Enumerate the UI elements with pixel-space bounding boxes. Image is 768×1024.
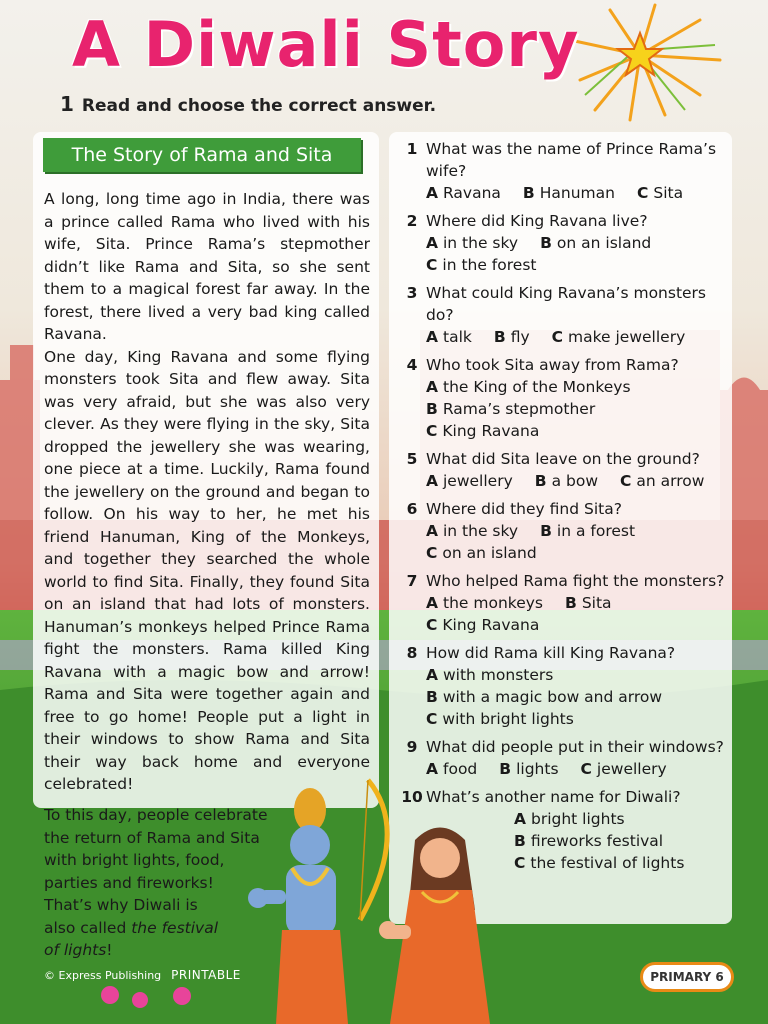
- question-body: [426, 282, 728, 348]
- question-number: 3: [406, 284, 418, 302]
- question-body: [426, 138, 728, 204]
- option-letter: A: [426, 184, 438, 202]
- option-text: make jewellery: [568, 328, 686, 346]
- options-row: [426, 614, 728, 636]
- option-text: the festival of lights: [530, 854, 685, 872]
- option-letter: A: [426, 760, 438, 778]
- option-letter: C: [636, 184, 649, 202]
- option-text: in a forest: [556, 522, 636, 540]
- answer-option[interactable]: [540, 234, 651, 252]
- answer-option[interactable]: [426, 422, 539, 440]
- question-text: How did Rama kill King Ravana?: [426, 644, 676, 662]
- option-letter: C: [514, 854, 526, 872]
- question-item: [398, 498, 728, 564]
- answer-option[interactable]: [426, 472, 513, 490]
- story-line: the return of Rama and Sita: [44, 828, 260, 847]
- answer-option[interactable]: [426, 616, 539, 634]
- question-number: 4: [406, 356, 418, 374]
- question-body: [426, 642, 728, 730]
- answer-option[interactable]: [426, 328, 472, 346]
- copyright: © Express Publishing: [44, 969, 162, 982]
- options-row: [426, 542, 728, 564]
- option-letter: A: [426, 234, 438, 252]
- answer-option[interactable]: [514, 854, 684, 872]
- answer-option[interactable]: [426, 688, 662, 706]
- answer-option[interactable]: [552, 328, 686, 346]
- option-text: on an island: [442, 544, 537, 562]
- question-number: 7: [406, 572, 418, 590]
- question-text: Where did they find Sita?: [426, 500, 622, 518]
- option-text: Rama’s stepmother: [442, 400, 596, 418]
- story-paragraph: A long, long time ago in India, there was a prince called Rama who lived with his wife, Sita. Prince Rama’s stepmother didn’t like Rama and Sita, so she sent them to a magical forest far away. In the forest, there lived a very bad king called Ravana.: [44, 190, 370, 343]
- question-number: 10: [401, 788, 423, 806]
- question-text: Where did King Ravana live?: [426, 212, 648, 230]
- option-letter: B: [493, 328, 506, 346]
- option-text: Ravana: [443, 184, 501, 202]
- option-text: with monsters: [443, 666, 554, 684]
- answer-option[interactable]: [426, 400, 595, 418]
- level-badge: PRIMARY 6: [640, 962, 734, 992]
- question-text: What’s another name for Diwali?: [426, 788, 681, 806]
- question-item: [398, 570, 728, 636]
- instruction: [60, 92, 436, 116]
- question-item: [398, 448, 728, 492]
- options-row: [426, 182, 728, 204]
- answer-option[interactable]: [426, 666, 553, 684]
- option-letter: B: [540, 234, 552, 252]
- question-item: [398, 138, 728, 204]
- answer-option[interactable]: [426, 184, 501, 202]
- story-heading: The Story of Rama and Sita: [43, 138, 361, 172]
- options-row: [426, 420, 728, 442]
- question-text: What could King Ravana’s monsters do?: [426, 284, 707, 324]
- festival-italic: the festival: [131, 918, 219, 937]
- options-row: [426, 592, 728, 614]
- option-text: talk: [443, 328, 472, 346]
- option-letter: A: [426, 666, 438, 684]
- answer-option[interactable]: [637, 184, 683, 202]
- question-text: Who took Sita away from Rama?: [426, 356, 679, 374]
- story-line: with bright lights, food,: [44, 851, 225, 869]
- option-letter: B: [534, 472, 547, 490]
- story-line-prefix: also called: [44, 918, 132, 937]
- option-text: bright lights: [531, 810, 625, 828]
- option-letter: B: [499, 760, 512, 778]
- question-number: 9: [406, 738, 418, 756]
- lights-italic: of lights: [44, 941, 107, 959]
- option-text: with a magic bow and arrow: [442, 688, 663, 706]
- answer-option[interactable]: [426, 256, 536, 274]
- options-row: [426, 398, 728, 420]
- answer-option[interactable]: [426, 710, 574, 728]
- option-letter: B: [426, 688, 438, 706]
- options-row: [426, 232, 728, 254]
- story-paragraph: One day, King Ravana and some flying monsters took Sita and flew away. Sita was very afraid, but she was also very clever. As they were flying in the sky, Sita dropped the jewellery she was wearing, one piece at a time. Luckily, Rama found the jewellery on the ground and began to follow. On his way to her, he met his friend Hanuman, King of the Monkeys, and together they searched the whole world to find Sita. Finally, they found Sita on an island that had lots of monsters. Hanuman’s monkeys helped Prince Rama fight the monsters. Rama killed King Ravana with a magic bow and arrow! Rama and Sita were together again and free to go home! People put a light in their windows to show Rama and Sita their way back home and everyone celebrated!: [44, 347, 370, 793]
- answer-option[interactable]: [535, 472, 598, 490]
- printable-label: PRINTABLE: [171, 968, 241, 982]
- answer-option[interactable]: [620, 472, 704, 490]
- option-letter: C: [426, 616, 438, 634]
- answer-option[interactable]: [426, 522, 518, 540]
- option-text: a bow: [551, 472, 599, 490]
- answer-option[interactable]: [426, 594, 543, 612]
- option-text: Hanuman: [539, 184, 615, 202]
- option-text: King Ravana: [442, 616, 540, 634]
- instruction-text: Read and choose the correct answer.: [81, 96, 437, 116]
- questions-list: [398, 138, 728, 880]
- option-letter: A: [426, 328, 438, 346]
- question-item: [398, 210, 728, 276]
- option-text: in the sky: [443, 522, 519, 540]
- option-text: Sita: [581, 594, 612, 612]
- answer-option[interactable]: [426, 234, 518, 252]
- answer-option[interactable]: [426, 544, 537, 562]
- options-row: [426, 376, 728, 398]
- question-item: [398, 282, 728, 348]
- options-row: [426, 708, 728, 730]
- rama-illustration: [248, 788, 348, 1024]
- question-body: [426, 570, 728, 636]
- option-text: Sita: [653, 184, 684, 202]
- story-line: To this day, people celebrate: [44, 806, 268, 824]
- answer-option[interactable]: [494, 328, 530, 346]
- options-row: [426, 686, 728, 708]
- question-number: 5: [406, 450, 418, 468]
- question-text: Who helped Rama fight the monsters?: [426, 572, 725, 590]
- question-body: [426, 498, 728, 564]
- rama-sita-illustration: [240, 770, 520, 1024]
- answer-option[interactable]: [514, 832, 663, 850]
- options-row: [426, 326, 728, 348]
- sita-illustration: [379, 828, 490, 1024]
- options-row: [426, 470, 728, 492]
- exercise-number: 1: [60, 92, 74, 116]
- option-letter: C: [426, 544, 438, 562]
- question-body: [426, 448, 728, 492]
- option-text: fly: [510, 328, 530, 346]
- story-text: [44, 188, 370, 796]
- story-line: parties and fireworks!: [44, 873, 214, 892]
- options-row: [426, 664, 728, 686]
- options-row: [426, 520, 728, 542]
- answer-option[interactable]: [523, 184, 615, 202]
- option-letter: B: [540, 522, 552, 540]
- question-body: [426, 354, 728, 442]
- option-text: jewellery: [596, 760, 667, 778]
- option-text: with bright lights: [442, 710, 574, 728]
- page-title: A Diwali Story: [72, 8, 580, 81]
- option-letter: A: [426, 594, 438, 612]
- option-letter: C: [426, 710, 438, 728]
- answer-option[interactable]: [565, 594, 612, 612]
- question-body: [426, 210, 728, 276]
- option-text: jewellery: [443, 472, 513, 490]
- option-text: lights: [516, 760, 559, 778]
- option-text: on an island: [556, 234, 652, 252]
- footer: [44, 968, 241, 982]
- question-item: [398, 642, 728, 730]
- option-letter: C: [426, 422, 438, 440]
- question-number: 6: [406, 500, 418, 518]
- question-text: What was the name of Prince Rama’s wife?: [426, 140, 717, 180]
- option-text: an arrow: [636, 472, 705, 490]
- story-line: That’s why Diwali is: [44, 896, 198, 914]
- question-number: 8: [406, 644, 418, 662]
- answer-option[interactable]: [540, 522, 635, 540]
- option-text: in the forest: [442, 256, 537, 274]
- option-letter: C: [620, 472, 632, 490]
- story-line-end: !: [106, 941, 113, 959]
- option-letter: B: [426, 400, 438, 418]
- answer-option[interactable]: [426, 378, 631, 396]
- option-letter: B: [514, 832, 526, 850]
- option-text: the King of the Monkeys: [443, 378, 631, 396]
- option-text: in the sky: [443, 234, 519, 252]
- option-letter: B: [564, 594, 577, 612]
- answer-option[interactable]: [514, 810, 625, 828]
- question-number: 1: [406, 140, 418, 158]
- option-text: fireworks festival: [530, 832, 664, 850]
- option-letter: A: [514, 810, 526, 828]
- option-letter: A: [426, 472, 438, 490]
- answer-option[interactable]: [581, 760, 667, 778]
- question-number: 2: [406, 212, 418, 230]
- option-letter: A: [426, 522, 438, 540]
- option-text: food: [443, 760, 478, 778]
- option-text: the monkeys: [443, 594, 543, 612]
- question-text: What did Sita leave on the ground?: [426, 450, 700, 468]
- option-letter: C: [551, 328, 564, 346]
- options-row: [426, 254, 728, 276]
- option-letter: C: [580, 760, 592, 778]
- option-letter: A: [426, 378, 438, 396]
- question-item: [398, 354, 728, 442]
- option-letter: B: [522, 184, 535, 202]
- option-text: King Ravana: [442, 422, 540, 440]
- question-text: What did people put in their windows?: [426, 738, 724, 756]
- option-letter: C: [426, 256, 438, 274]
